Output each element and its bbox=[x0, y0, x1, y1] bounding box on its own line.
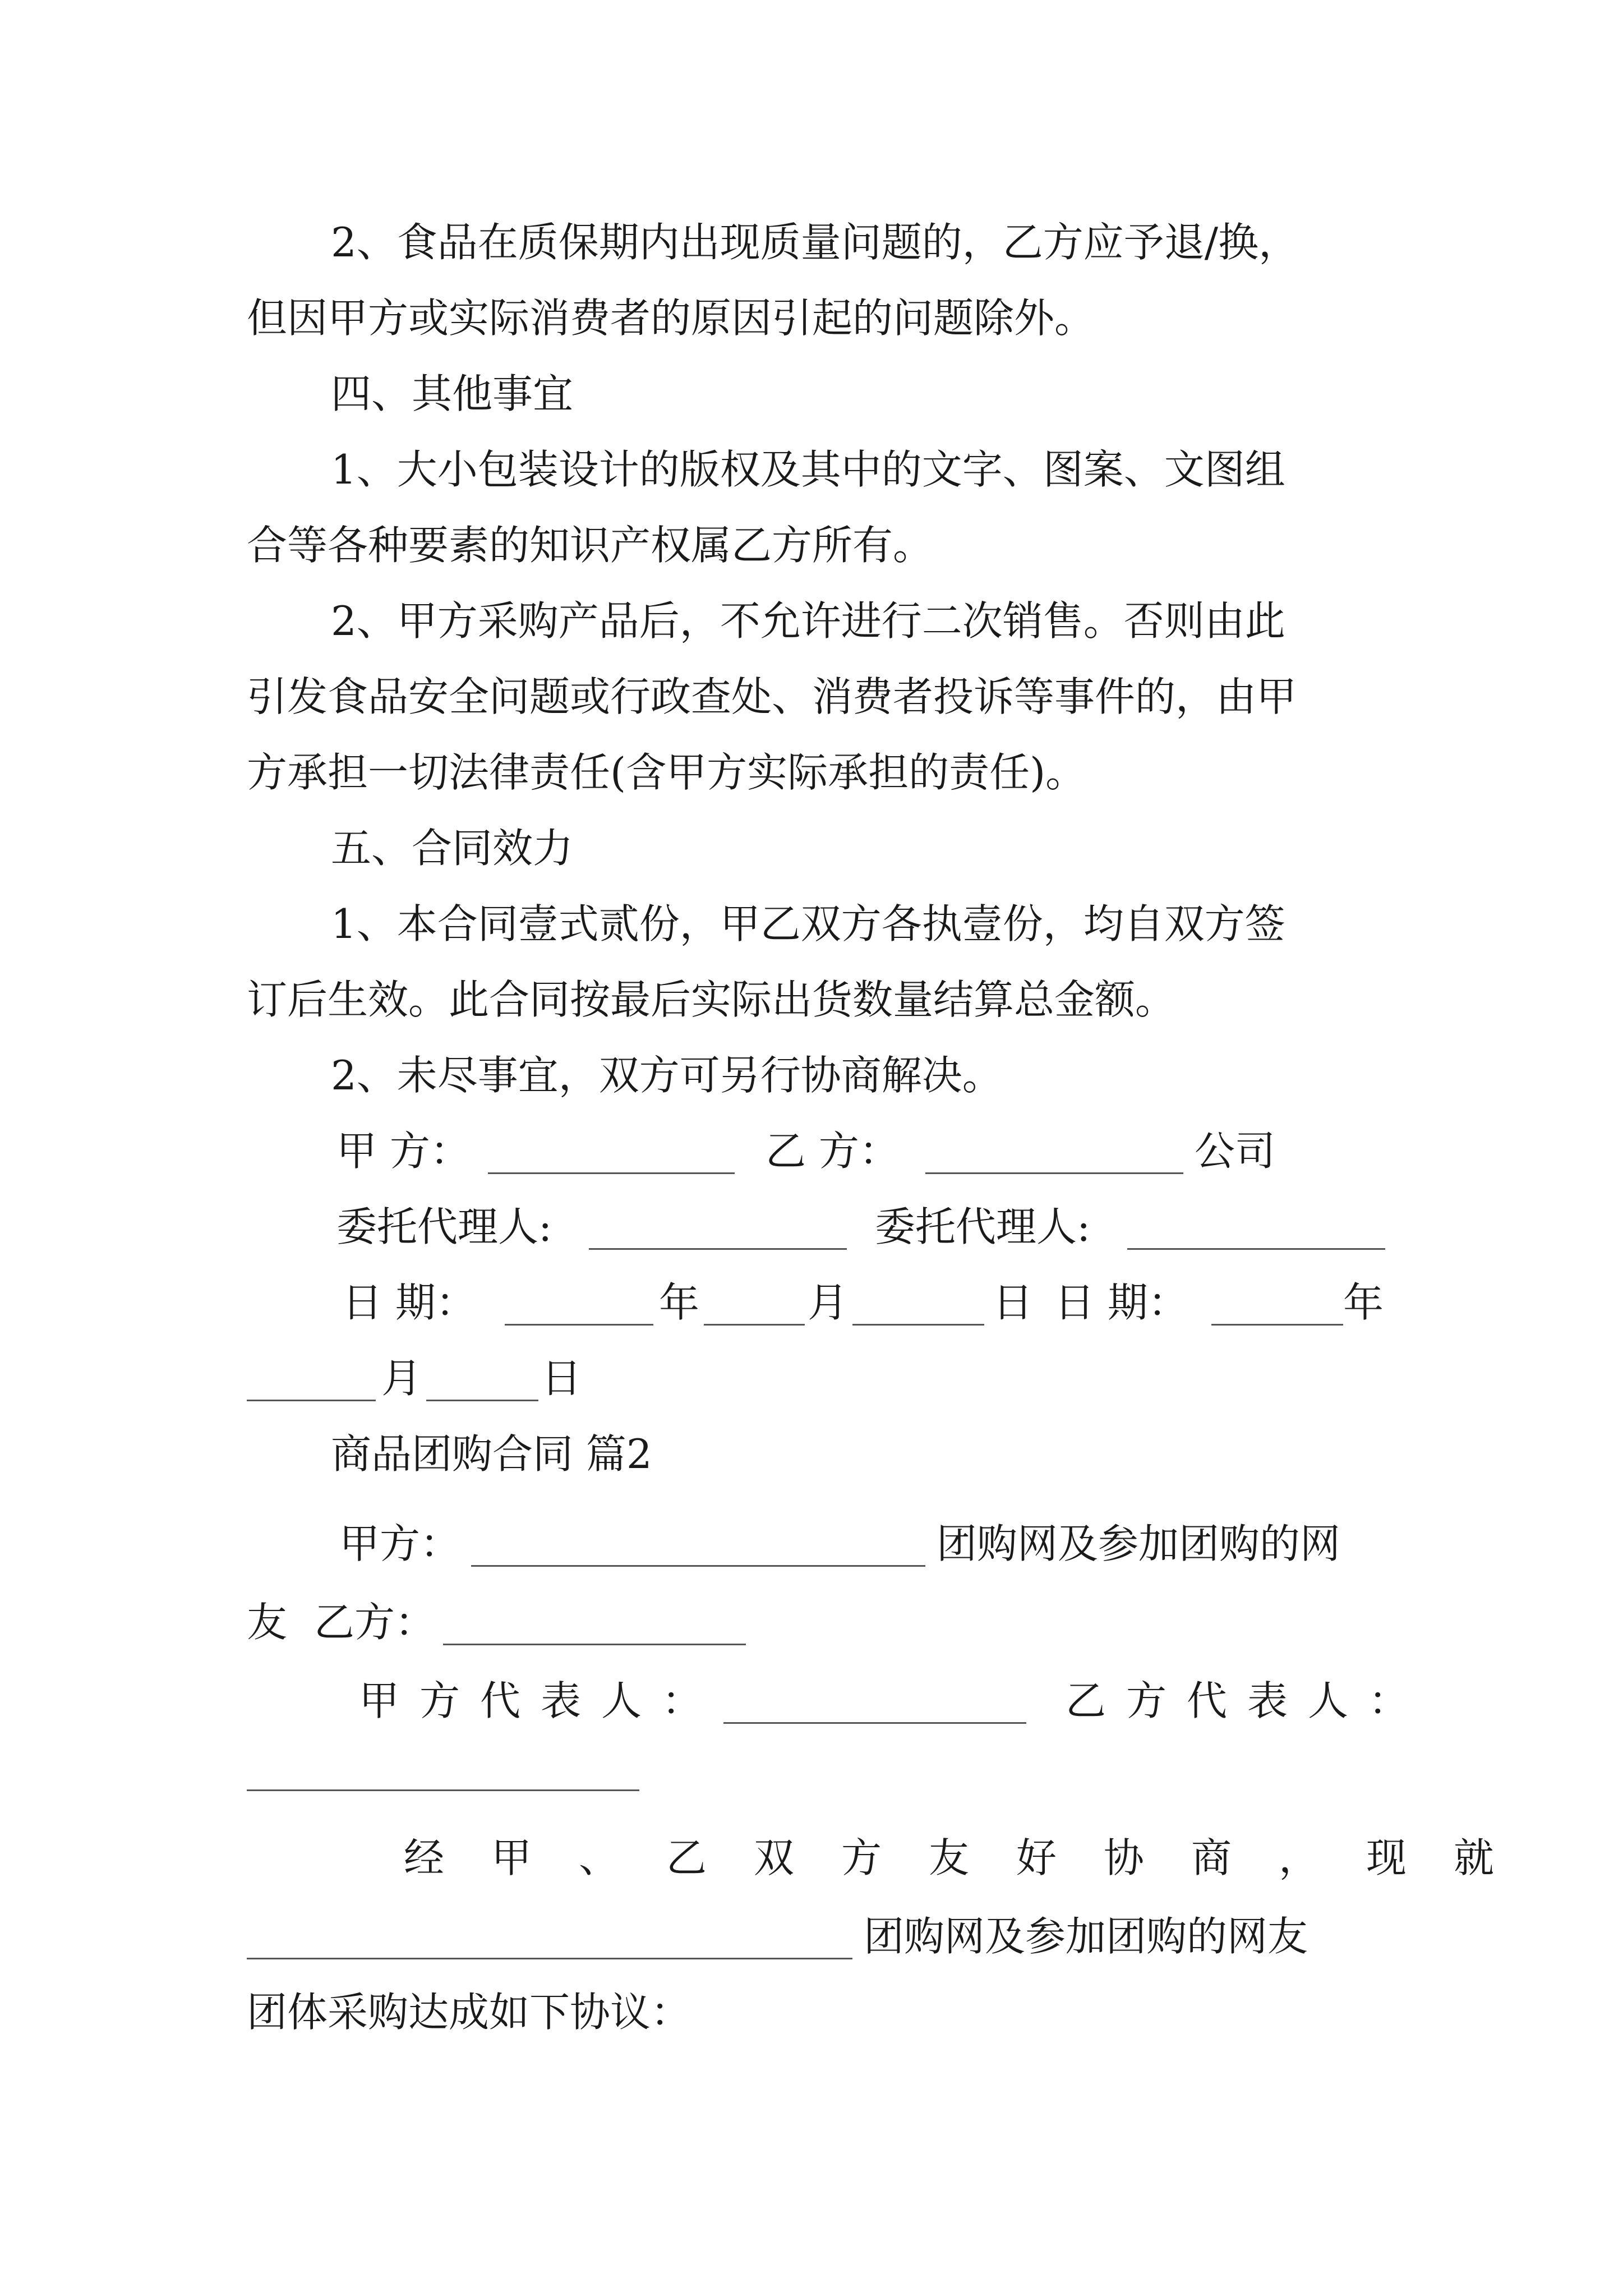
section-5-heading bbox=[247, 813, 1385, 883]
rep-b-blank bbox=[247, 1787, 639, 1791]
clause-4-1-line-2 bbox=[247, 510, 1385, 580]
contract-2-intro-line-1 bbox=[247, 1823, 1542, 1893]
clause-text: 合等各种要素的知识产权属乙方所有。 bbox=[247, 522, 934, 569]
date-b-year-blank bbox=[1211, 1322, 1343, 1326]
contract-2-rep-blank-row bbox=[247, 1733, 1385, 1803]
clause-4-2-line-3 bbox=[247, 738, 1385, 807]
clause-text: 1、本合同壹式贰份，甲乙双方各执壹份，均自双方签 bbox=[331, 900, 1285, 947]
clause-4-2-line-2 bbox=[247, 662, 1385, 731]
clause-text: 但因甲方或实际消费者的原因引起的问题除外。 bbox=[247, 295, 1095, 342]
clause-3-2-line-2 bbox=[247, 283, 1385, 353]
contract-2-intro-line-2 bbox=[247, 1902, 1385, 1971]
contract-title: 商品团购合同 篇2 bbox=[331, 1430, 652, 1478]
clause-text: 2、甲方采购产品后，不允许进行二次销售。否则由此 bbox=[331, 597, 1285, 645]
date-b-label: 日 期： bbox=[1054, 1279, 1188, 1326]
contract-2-party-a-row bbox=[247, 1509, 1385, 1579]
clause-text: 2、食品在质保期内出现质量问题的，乙方应予退/换， bbox=[331, 219, 1299, 266]
date-a-month: 月 bbox=[808, 1279, 849, 1326]
clause-5-2 bbox=[247, 1041, 1385, 1110]
clause-text: 引发食品安全问题或行政查处、消费者投诉等事件的，由甲 bbox=[247, 673, 1297, 720]
contract-2-title bbox=[247, 1419, 1385, 1489]
date-b-month-blank bbox=[247, 1397, 376, 1401]
company-label: 公司 bbox=[1195, 1128, 1276, 1175]
signature-date-row-cont bbox=[247, 1343, 1385, 1413]
clause-4-2-line-1 bbox=[247, 586, 1385, 656]
clause-text: 方承担一切法律责任(含甲方实际承担的责任)。 bbox=[247, 749, 1086, 796]
contract-2-intro-line-3 bbox=[247, 1977, 1385, 2047]
date-a-day: 日 bbox=[993, 1279, 1034, 1326]
date-b-year: 年 bbox=[1343, 1279, 1384, 1326]
clause-5-1-line-1 bbox=[247, 889, 1385, 959]
contract-2-rep-row bbox=[247, 1666, 1430, 1736]
date-b-day-blank bbox=[426, 1397, 538, 1401]
agent-b-label: 委托代理人: bbox=[875, 1203, 1091, 1250]
clause-5-1-line-2 bbox=[247, 965, 1385, 1034]
signature-agent-row bbox=[247, 1192, 1385, 1262]
party-a-label: 甲方： bbox=[339, 1520, 461, 1567]
date-a-month-blank bbox=[704, 1322, 805, 1326]
party-a-suffix-cont: 友 bbox=[247, 1599, 288, 1646]
party-b-label: 乙 方： bbox=[766, 1128, 900, 1175]
signature-party-row bbox=[247, 1116, 1385, 1186]
party-a-suffix: 团购网及参加团购的网 bbox=[937, 1520, 1341, 1567]
party-a-label: 甲 方： bbox=[336, 1128, 471, 1175]
intro-text: 经甲、乙双方友好协商，现就 bbox=[404, 1834, 1542, 1881]
agent-a-blank bbox=[589, 1246, 847, 1250]
clause-text: 2、未尽事宜，双方可另行协商解决。 bbox=[331, 1052, 1003, 1099]
clause-4-1-line-1 bbox=[247, 435, 1385, 504]
intro-blank bbox=[247, 1955, 852, 1959]
rep-a-blank bbox=[723, 1720, 1026, 1724]
party-a-blank bbox=[471, 1563, 925, 1567]
party-a-blank bbox=[488, 1170, 735, 1174]
heading-text: 四、其他事宜 bbox=[331, 370, 574, 417]
date-a-label: 日 期： bbox=[342, 1279, 476, 1326]
party-b-label: 乙方： bbox=[314, 1599, 436, 1646]
party-b-blank bbox=[443, 1641, 746, 1645]
intro-suffix: 团购网及参加团购的网友 bbox=[864, 1913, 1308, 1960]
agent-b-blank bbox=[1127, 1246, 1385, 1250]
heading-text: 五、合同效力 bbox=[331, 825, 574, 872]
clause-text: 订后生效。此合同按最后实际出货数量结算总金额。 bbox=[247, 976, 1176, 1023]
date-a-year-blank bbox=[505, 1322, 653, 1326]
clause-text: 1、大小包装设计的版权及其中的文字、图案、文图组 bbox=[331, 446, 1285, 493]
section-4-heading bbox=[247, 359, 1385, 429]
date-a-year: 年 bbox=[659, 1279, 700, 1326]
clause-3-2-line-1 bbox=[247, 208, 1385, 277]
agent-a-label: 委托代理人: bbox=[336, 1203, 552, 1250]
party-b-blank bbox=[925, 1170, 1183, 1174]
date-a-day-blank bbox=[852, 1322, 984, 1326]
contract-2-party-b-row bbox=[247, 1588, 1385, 1657]
date-b-day: 日 bbox=[541, 1355, 582, 1402]
signature-date-row bbox=[247, 1268, 1385, 1337]
date-b-month: 月 bbox=[381, 1355, 422, 1402]
intro-text: 团体采购达成如下协议： bbox=[247, 1989, 691, 2036]
rep-b-label: 乙方代表人： bbox=[1066, 1677, 1430, 1724]
rep-a-label: 甲方代表人： bbox=[359, 1677, 723, 1724]
